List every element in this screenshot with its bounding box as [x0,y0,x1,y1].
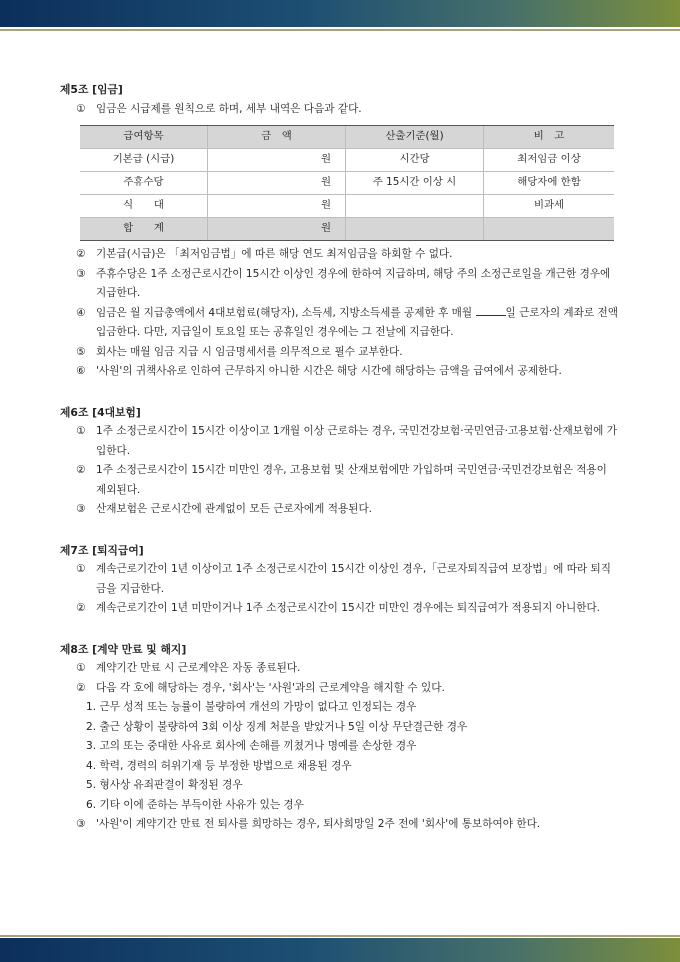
footer-rule [0,935,680,937]
sub-item: 3. 고의 또는 중대한 사유로 회사에 손해를 끼쳤거나 명예를 손상한 경우 [86,740,417,752]
item-number: ② [76,464,86,476]
article-8-title: 제8조 [계약 만료 및 해지] [60,642,187,656]
wage-table-header [80,126,614,149]
table-cell: 식 대 [80,195,208,218]
article-5-wage [60,80,620,382]
item-text: 계속근로기간이 1년 미만이거나 1주 소정근로시간이 15시간 미만인 경우에는 퇴직급여가 적용되지 아니한다. [96,602,601,614]
item-number: ① [76,425,86,437]
table-total-row [80,218,614,241]
article-7-severance [60,541,620,619]
item-text: 계약기간 만료 시 근로계약은 자동 종료된다. [96,662,301,674]
item-number: ① [76,662,86,674]
contract-body [60,80,620,856]
header-cell: 금 액 [208,126,346,149]
item-number: ① [76,563,86,575]
article-6-item-1 [60,422,620,461]
amount-cell[interactable]: 원 [208,172,346,195]
table-row [80,195,614,218]
article-6-title: 제6조 [4대보험] [60,405,141,419]
table-cell: 해당자에 한함 [484,172,615,195]
article-8-termination [60,640,620,835]
item-text: 회사는 매월 임금 지급 시 임금명세서를 의무적으로 필수 교부한다. [96,345,403,358]
item-number: ③ [76,267,86,280]
table-cell [346,195,484,218]
sub-item: 5. 형사상 유죄판결이 확정된 경우 [86,779,243,791]
header-cell: 산출기준(월) [346,126,484,149]
item-text-part: 일 근로자의 계좌로 전액 입금한다. 다만, 지급일이 토요일 또는 공휴일인 경우에는 그 전날에 지급한다. [96,306,618,338]
header-cell: 급여항목 [80,126,208,149]
item-number: ③ [76,503,86,515]
total-amount[interactable]: 원 [208,218,346,241]
item-text: 산재보험은 근로시간에 관계없이 모든 근로자에게 적용된다. [96,503,373,515]
sub-item: 6. 기타 이에 준하는 부득이한 사유가 있는 경우 [86,798,304,811]
article-8-item-2 [60,679,620,699]
amount-cell[interactable]: 원 [208,149,346,172]
item-number: ⑥ [76,365,86,377]
wage-table [80,125,614,241]
article-5-item-5 [60,343,620,363]
table-cell: 비과세 [484,195,615,218]
header-cell: 비 고 [484,126,615,149]
table-cell: 시간당 [346,149,484,172]
table-cell: 기본급 (시급) [80,149,208,172]
item-text: 기본급(시급)은 「최저임금법」에 따른 해당 연도 최저임금을 하회할 수 없다. [96,248,453,260]
item-number: ③ [76,818,86,830]
article-5-title: 제5조 [임금] [60,83,123,96]
item-text: '사원'이 계약기간 만료 전 퇴사를 희망하는 경우, 퇴사희망일 2주 전에 '회사'에 통보하여야 한다. [96,818,541,830]
item-text: 1주 소정근로시간이 15시간 미만인 경우, 고용보험 및 산재보험에만 가입하며 국민연금·국민건강보험은 적용이 제외된다. [96,464,607,496]
article-5-item-3 [60,265,620,304]
article-7-item-1 [60,560,620,599]
table-cell [346,218,484,241]
table-cell [484,218,615,241]
item-number: ② [76,681,86,694]
total-label: 합 계 [80,218,208,241]
article-5-item-4 [60,304,620,343]
table-cell: 주 15시간 이상 시 [346,172,484,195]
article-5-item-2 [60,245,620,265]
header-rule [0,29,680,31]
table-row [80,149,614,172]
item-text-part: 임금은 월 지급총액에서 4대보험료(해당자), 소득세, 지방소득세를 공제한 후 매월 [96,306,473,319]
item-number: ② [76,248,86,260]
item-text: 주휴수당은 1주 소정근로시간이 15시간 이상인 경우에 한하여 지급하며, 해당 주의 소정근로일을 개근한 경우에 지급한다. [96,267,611,299]
sub-item: 1. 근무 성적 또는 능률이 불량하여 개선의 가망이 없다고 인정되는 경우 [86,701,417,713]
article-6-item-3 [60,500,620,520]
article-5-item-6 [60,362,620,382]
item-text: 1주 소정근로시간이 15시간 이상이고 1개월 이상 근로하는 경우, 국민건강보험·국민연금·고용보험·산재보험에 가입한다. [96,425,618,457]
item-text: 임금은 시급제를 원칙으로 하며, 세부 내역은 다음과 같다. [96,102,362,115]
table-cell: 최저임금 이상 [484,149,615,172]
article-7-title: 제7조 [퇴직급여] [60,543,144,557]
item-text [96,304,620,343]
payday-blank-field[interactable] [476,304,506,316]
item-text: '사원'의 귀책사유로 인하여 근무하지 아니한 시간은 해당 시간에 해당하는 금액을 급여에서 공제한다. [96,365,562,377]
table-cell: 주휴수당 [80,172,208,195]
item-number: ④ [76,306,86,319]
amount-cell[interactable]: 원 [208,195,346,218]
item-number: ⑤ [76,345,86,358]
article-8-item-3 [60,815,620,835]
footer-band [0,938,680,962]
item-text: 다음 각 호에 해당하는 경우, '회사'는 '사원'과의 근로계약을 해지할 수 있다. [96,681,445,694]
article-6-insurance [60,403,620,520]
article-8-item-1 [60,659,620,679]
article-6-item-2 [60,461,620,500]
article-5-item-1 [60,100,620,120]
sub-item: 2. 출근 상황이 불량하여 3회 이상 징계 처분을 받았거나 5일 이상 무단결근한 경우 [86,720,468,733]
header-band [0,0,680,27]
table-row [80,172,614,195]
article-7-item-2 [60,599,620,619]
item-text: 계속근로기간이 1년 이상이고 1주 소정근로시간이 15시간 이상인 경우,「근로자퇴직급여 보장법」에 따라 퇴직금을 지급한다. [96,563,611,595]
item-number: ② [76,602,86,614]
sub-item: 4. 학력, 경력의 허위기재 등 부정한 방법으로 채용된 경우 [86,759,352,772]
item-number: ① [76,102,86,115]
